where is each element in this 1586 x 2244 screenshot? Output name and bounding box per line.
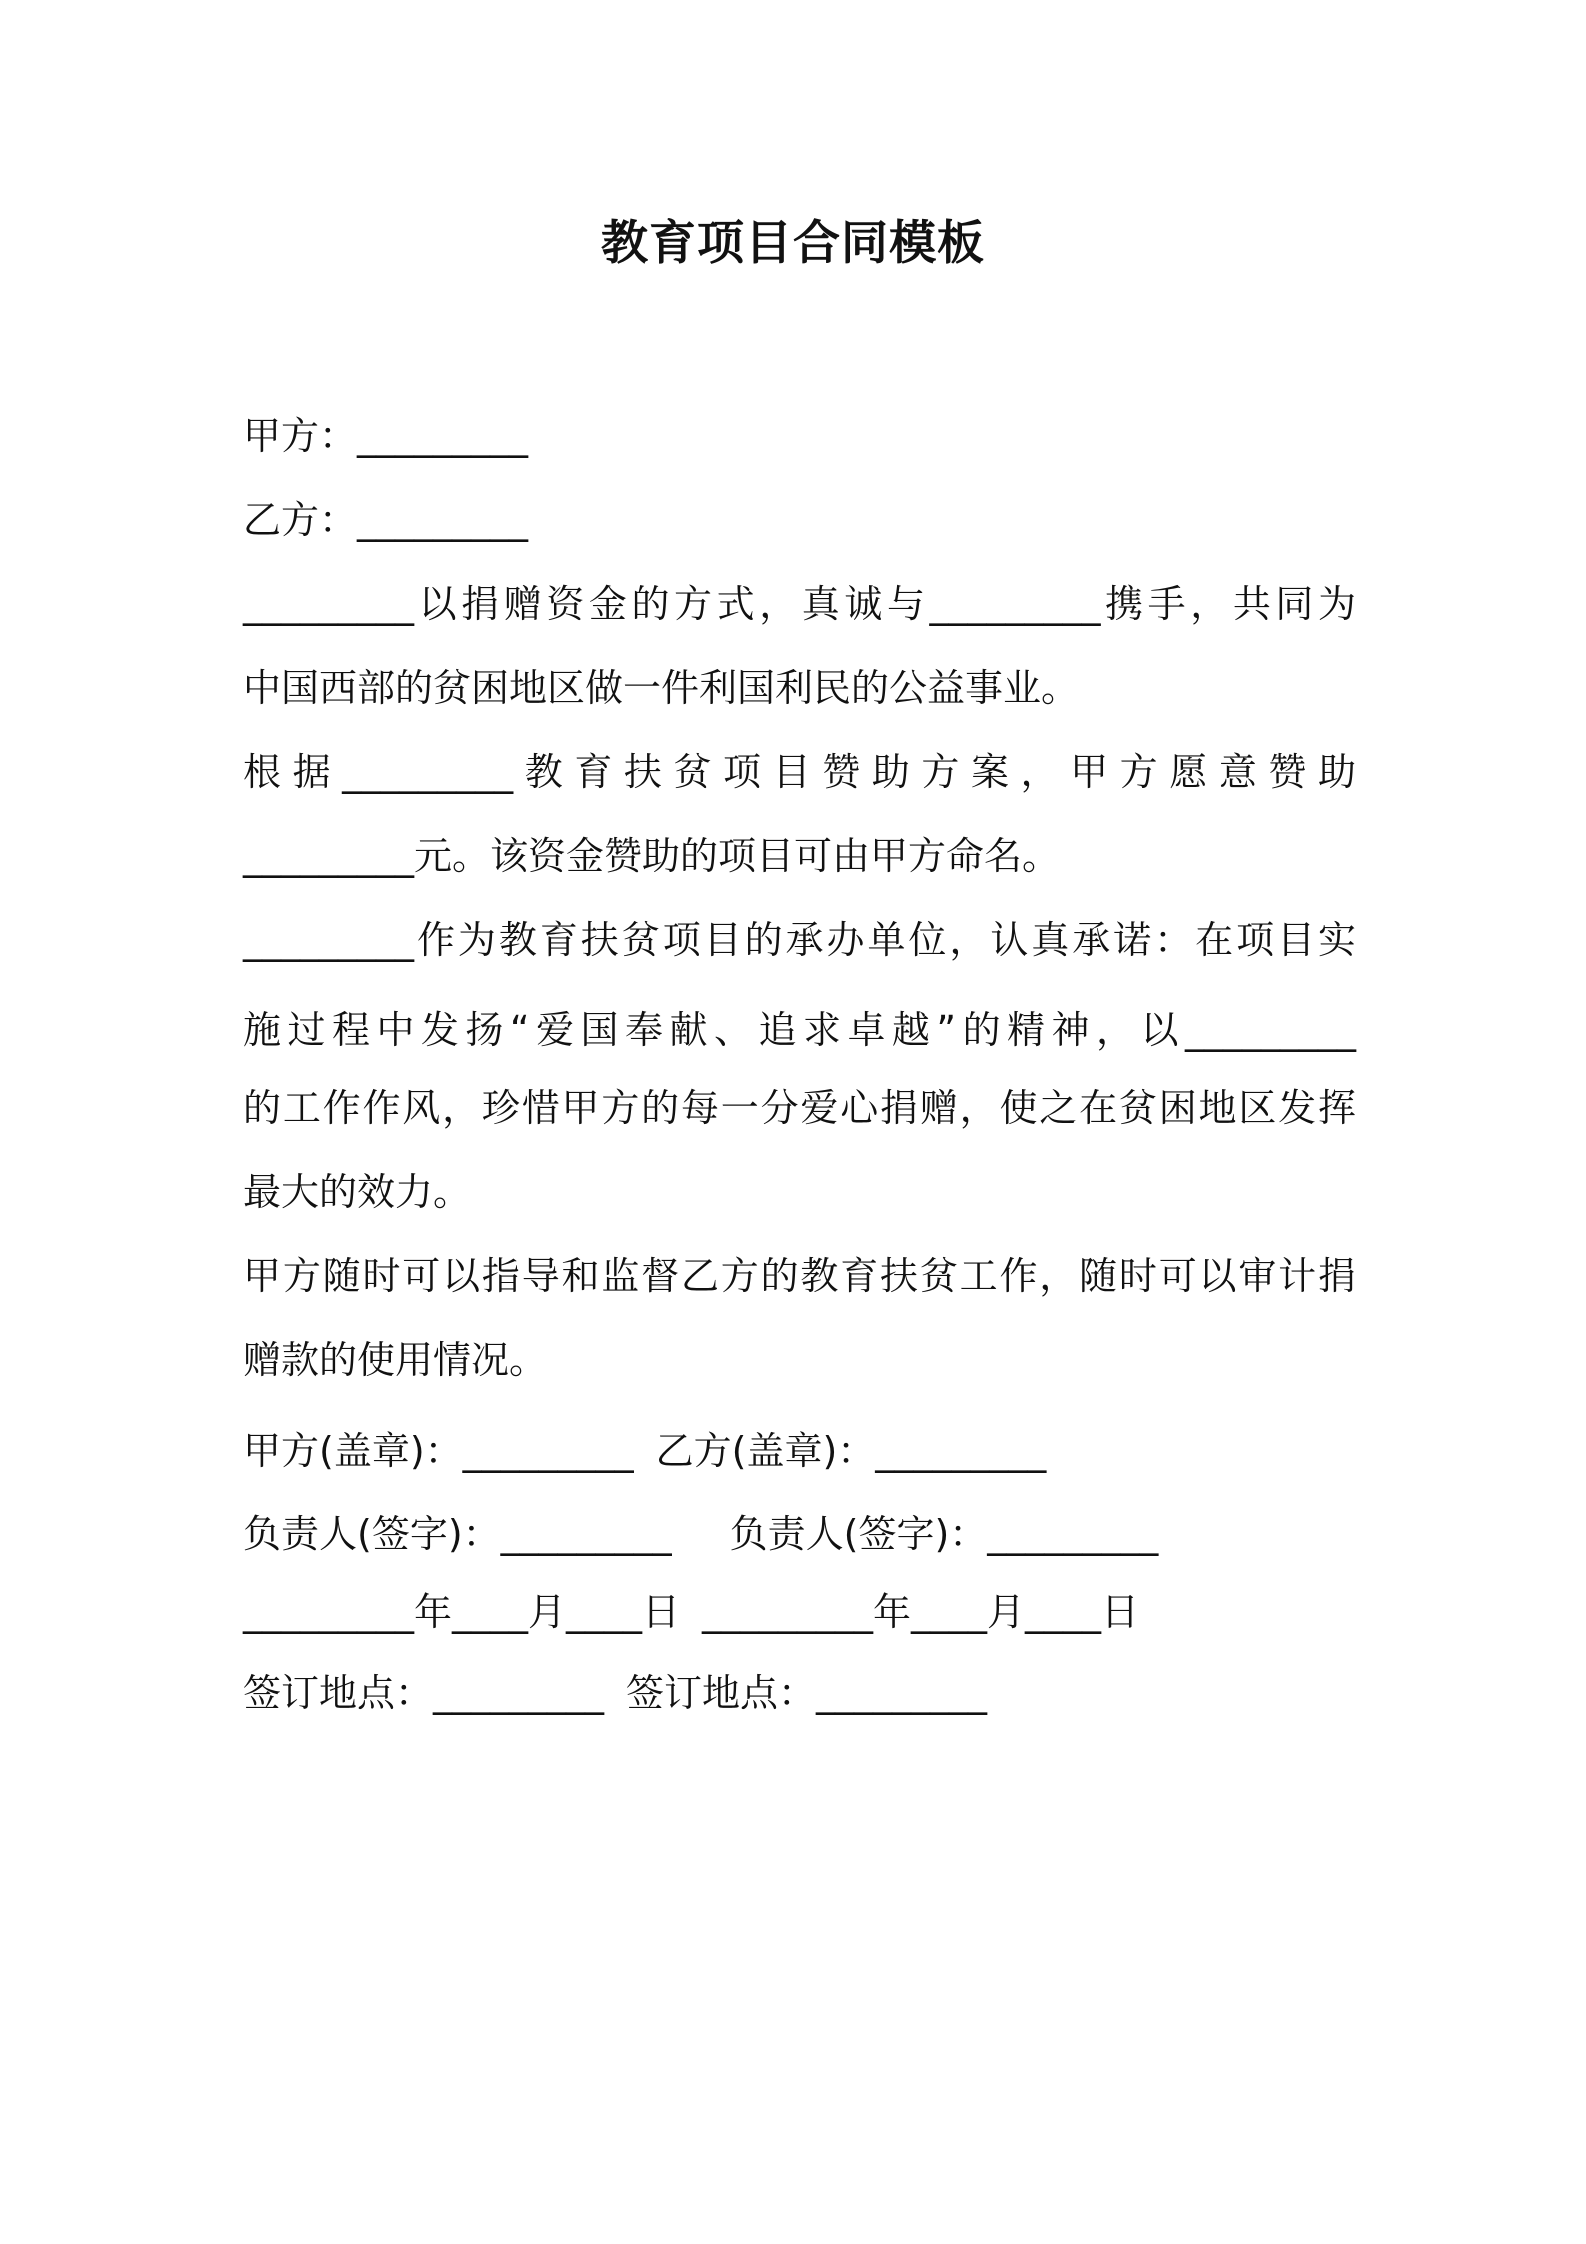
party-b-signer: 负责人(签字)：_________ xyxy=(729,1512,1159,1556)
party-b-place: 签订地点：_________ xyxy=(626,1671,988,1715)
paragraph-line: _________元。该资金赞助的项目可由甲方命名。 xyxy=(243,834,1061,878)
paragraph-line: 最大的效力。 xyxy=(243,1170,472,1214)
party-b-date: _________年____月____日 xyxy=(702,1590,1140,1634)
date-line xyxy=(243,1584,1139,1640)
party-a-date: _________年____月____日 xyxy=(243,1590,681,1634)
paragraph-line: 根据_________教育扶贫项目赞助方案，甲方愿意赞助 xyxy=(243,750,1356,794)
paragraph-line: 中国西部的贫困地区做一件利国利民的公益事业。 xyxy=(243,666,1080,710)
paragraph-line: 甲方随时可以指导和监督乙方的教育扶贫工作，随时可以审计捐 xyxy=(243,1254,1356,1298)
paragraph-line: 施过程中发扬“爱国奉献、追求卓越”的精神，以_________ xyxy=(243,1008,1356,1052)
party-a-line: 甲方：_________ xyxy=(243,414,529,458)
party-b-line: 乙方：_________ xyxy=(243,498,529,542)
paragraph-line: 的工作作风，珍惜甲方的每一分爱心捐赠，使之在贫困地区发挥 xyxy=(243,1086,1356,1130)
place-line xyxy=(243,1665,987,1721)
stamp-line xyxy=(243,1423,1046,1479)
party-a-signer: 负责人(签字)：_________ xyxy=(243,1512,672,1556)
party-b-stamp: 乙方(盖章)：_________ xyxy=(655,1429,1047,1473)
party-a-place: 签订地点：_________ xyxy=(243,1671,605,1715)
paragraph-line: _________以捐赠资金的方式，真诚与_________携手，共同为 xyxy=(243,582,1356,626)
paragraph-line: _________作为教育扶贫项目的承办单位，认真承诺：在项目实 xyxy=(243,918,1356,962)
document-title: 教育项目合同模板 xyxy=(601,216,985,271)
party-a-stamp: 甲方(盖章)：_________ xyxy=(243,1429,634,1473)
signer-line xyxy=(243,1506,1158,1562)
paragraph-line: 赠款的使用情况。 xyxy=(243,1338,548,1382)
